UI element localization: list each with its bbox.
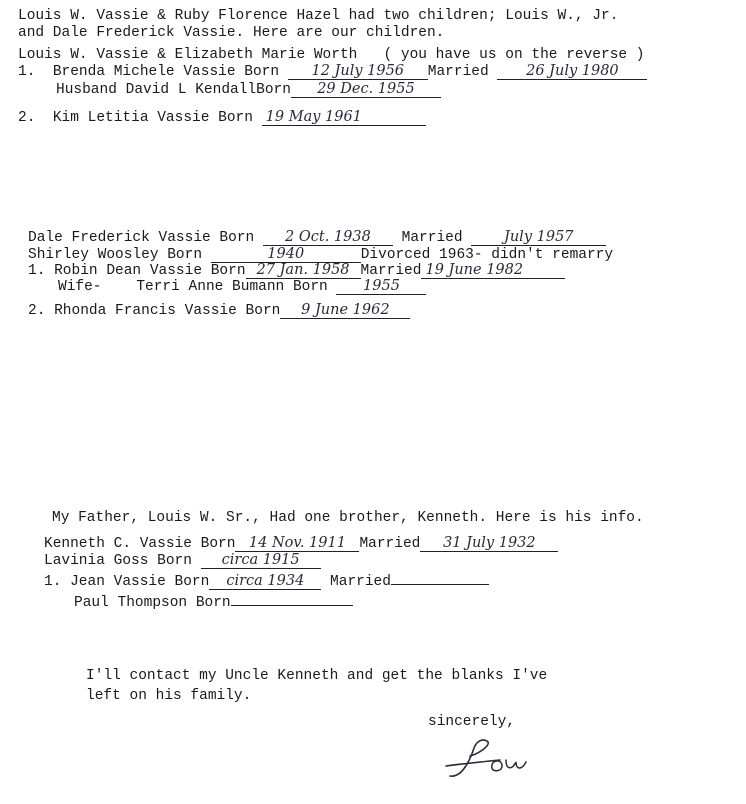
spouse-label: Shirley Woosley Born <box>28 247 203 263</box>
handwritten-birth-year: 1955 <box>336 279 426 295</box>
handwritten-birth-date: circa 1934 <box>209 574 321 590</box>
child-label: Rhonda Francis Vassie Born <box>54 303 281 319</box>
handwritten-birth-date: 12 July 1956 <box>288 64 428 80</box>
intro-line-2: and Dale Frederick Vassie. Here are our children. <box>18 25 445 41</box>
child-label: Robin Dean Vassie Born <box>54 263 246 279</box>
married-label: Married <box>427 64 489 80</box>
closing-line-1: I'll contact my Uncle Kenneth and get the blanks I've <box>86 668 548 684</box>
child-label: Kim Letitia Vassie Born <box>52 110 253 126</box>
handwritten-birth-date: 19 May 1961 <box>262 110 426 126</box>
family1-child1-row <box>18 64 647 80</box>
handwritten-birth-date: 29 Dec. 1955 <box>291 82 441 98</box>
handwritten-birth-date: 2 Oct. 1938 <box>263 230 393 246</box>
child-number: 1. <box>18 64 36 80</box>
handwritten-birth-date: 14 Nov. 1911 <box>235 536 359 552</box>
child-label: Jean Vassie Born <box>70 574 210 590</box>
child-number: 2. <box>18 110 36 126</box>
handwritten-marriage-date: 31 July 1932 <box>420 536 558 552</box>
empty-birth-blank <box>231 591 353 606</box>
family3-header-row <box>44 536 558 552</box>
family2-child2-row <box>28 303 410 319</box>
born-label: Born <box>256 82 291 98</box>
family1-child2-row <box>18 110 426 126</box>
handwritten-birth-year: 1940 <box>211 247 361 263</box>
signature-mark <box>440 730 560 790</box>
family3-husband-row <box>74 591 353 611</box>
signoff: sincerely, <box>428 714 516 730</box>
family3-child1-row <box>44 570 489 590</box>
signature-text: Lou <box>500 784 504 786</box>
child-number: 2. <box>28 303 46 319</box>
family2-spouse-row <box>28 247 613 263</box>
family1-header <box>18 47 645 63</box>
wife-name-label: Terri Anne Bumann Born <box>136 279 328 295</box>
married-label: Married <box>330 574 391 590</box>
husband-label: Paul Thompson Born <box>74 595 231 611</box>
person-label: Kenneth C. Vassie Born <box>44 536 236 552</box>
family3-spouse-row <box>44 553 321 569</box>
handwritten-birth-date: 27 Jan. 1958 <box>246 263 361 279</box>
handwritten-birth-date: 9 June 1962 <box>280 303 410 319</box>
married-label: Married <box>360 263 422 279</box>
married-label: Married <box>401 230 463 246</box>
handwritten-birth-date: circa 1915 <box>201 553 321 569</box>
wife-label: Wife- <box>58 279 102 295</box>
child-number: 1. <box>44 574 62 590</box>
divorced-note: Divorced 1963- didn't remarry <box>360 247 614 263</box>
family1-husband-row <box>56 82 441 98</box>
child-label: Brenda Michele Vassie Born <box>52 64 280 80</box>
family2-child1-row <box>28 263 565 279</box>
handwritten-marriage-date: 26 July 1980 <box>497 64 647 80</box>
married-label: Married <box>359 536 421 552</box>
family3-intro: My Father, Louis W. Sr., Had one brother, Kenneth. Here is his info. <box>52 510 644 526</box>
handwritten-marriage-date: July 1957 <box>471 230 606 246</box>
handwritten-marriage-date: 19 June 1982 <box>421 263 565 279</box>
closing-line-2: left on his family. <box>86 688 252 704</box>
spouse-label: Lavinia Goss Born <box>44 553 192 569</box>
intro-line-1: Louis W. Vassie & Ruby Florence Hazel had two children; Louis W., Jr. <box>18 8 619 24</box>
family2-header-row <box>28 230 606 246</box>
person-label: Dale Frederick Vassie Born <box>28 230 255 246</box>
empty-marriage-blank <box>391 570 489 585</box>
child-number: 1. <box>28 263 46 279</box>
husband-label: Husband David L Kendall <box>56 82 257 98</box>
family1-header-text: Louis W. Vassie & Elizabeth Marie Worth <box>18 47 358 63</box>
family2-wife-row <box>58 279 426 295</box>
family1-header-note: ( you have us on the reverse ) <box>383 47 645 63</box>
